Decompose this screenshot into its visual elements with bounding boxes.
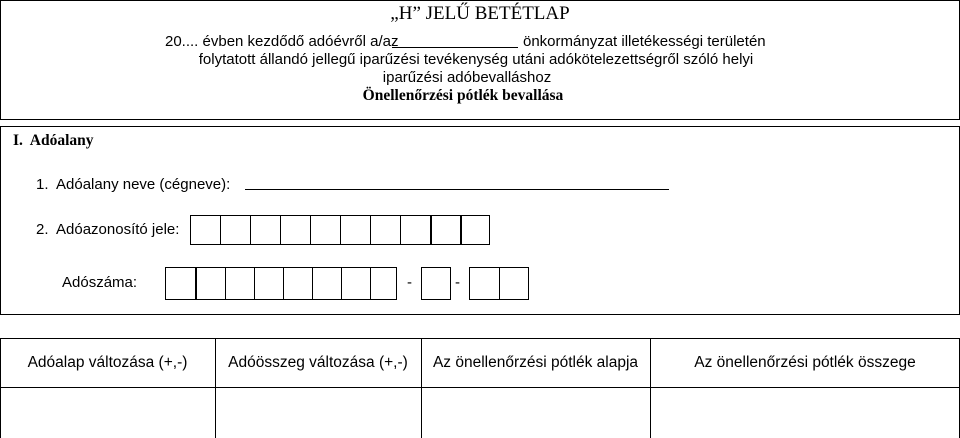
taxnumber-separator: - (455, 274, 460, 291)
taxpayer-name-label: 1. Adóalany neve (cégneve): (36, 176, 231, 193)
tax-amount-change-cell[interactable] (216, 388, 421, 438)
taxid-digit[interactable] (220, 215, 251, 245)
municipality-blank[interactable] (392, 47, 518, 48)
taxnumber-digit[interactable] (469, 267, 500, 300)
taxid-digit[interactable] (400, 215, 431, 245)
taxnumber-boxes-county[interactable] (469, 267, 529, 300)
taxnumber-digit[interactable] (165, 267, 197, 300)
taxnumber-label: Adószáma: (62, 274, 138, 291)
taxnumber-digit[interactable] (341, 267, 371, 300)
taxid-digit[interactable] (190, 215, 221, 245)
taxnumber-digit[interactable] (283, 267, 313, 300)
surcharge-amount-cell[interactable] (651, 388, 960, 438)
header-line4: Önellenőrzési pótlék bevallása (362, 87, 564, 104)
tax-base-change-cell[interactable] (0, 388, 215, 438)
table-header-surcharge-base: Az önellenőrzési pótlék alapja (432, 353, 639, 371)
surcharge-base-cell[interactable] (422, 388, 650, 438)
taxid-digit[interactable] (340, 215, 371, 245)
taxnumber-boxes-main[interactable] (165, 267, 397, 300)
taxnumber-digit[interactable] (196, 267, 226, 300)
taxid-digit[interactable] (310, 215, 341, 245)
taxnumber-digit[interactable] (254, 267, 284, 300)
table-header-tax-base-change: Adóalap változása (+,-) (27, 353, 188, 371)
table-header-tax-amount-change: Adóösszeg változása (+,-) (228, 353, 408, 371)
taxnumber-digit[interactable] (499, 267, 529, 300)
header-line3: iparűzési adóbevalláshoz (382, 69, 552, 86)
taxnumber-boxes-vat[interactable] (421, 267, 451, 300)
form-title: „H” JELŰ BETÉTLAP (390, 3, 570, 24)
taxid-digit[interactable] (460, 215, 490, 245)
table-header-surcharge-amount: Az önellenőrzési pótlék összege (694, 353, 916, 371)
header-line1 (165, 33, 399, 50)
taxpayer-name-field[interactable] (245, 189, 669, 190)
taxid-digit[interactable] (430, 215, 461, 245)
taxnumber-digit[interactable] (312, 267, 342, 300)
taxid-digit[interactable] (250, 215, 281, 245)
section-heading: I. Adóalany (13, 132, 94, 149)
taxid-label: 2. Adóazonosító jele: (36, 221, 180, 238)
taxnumber-digit[interactable] (225, 267, 255, 300)
taxid-digit[interactable] (370, 215, 401, 245)
taxnumber-separator: - (407, 274, 412, 291)
table-row (0, 388, 960, 438)
header-line2: folytatott állandó jellegű iparűzési tevékenység utáni adókötelezettségről szóló helyi (198, 51, 754, 68)
table-header-row (0, 338, 960, 387)
taxnumber-digit[interactable] (370, 267, 397, 300)
taxid-digit[interactable] (280, 215, 311, 245)
header-line1-prefix: 20.... évben kezdődő adóévről a/az (165, 33, 399, 50)
taxid-boxes[interactable] (190, 215, 490, 245)
taxnumber-digit[interactable] (421, 267, 451, 300)
header-line1-suffix: önkormányzat illetékességi területén (523, 33, 766, 50)
